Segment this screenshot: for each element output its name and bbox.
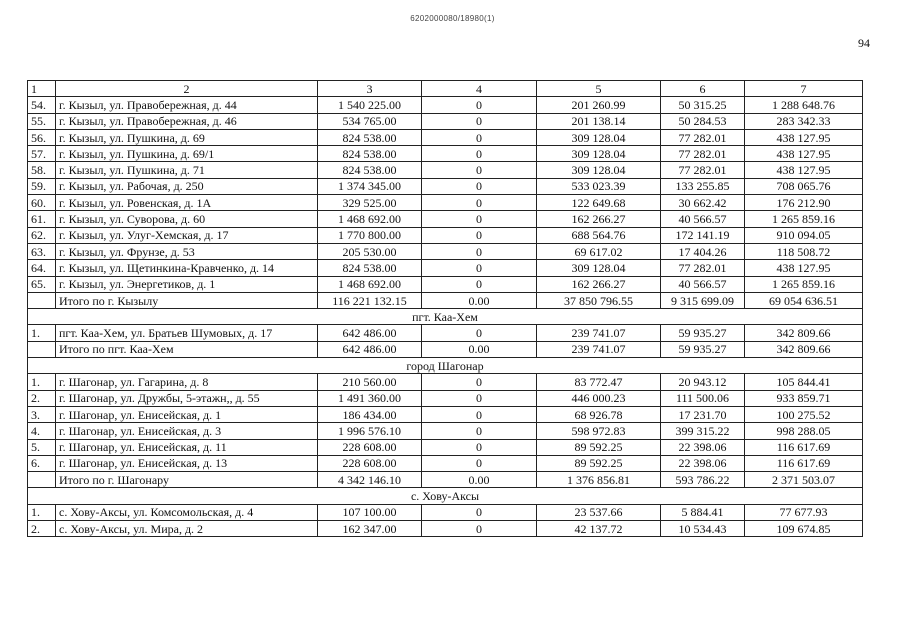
value-col7: 77 677.93 bbox=[745, 504, 863, 520]
value-col5: 201 138.14 bbox=[537, 113, 661, 129]
header-row bbox=[28, 81, 863, 97]
row-number: 2. bbox=[28, 521, 56, 537]
value-col6: 399 315.22 bbox=[661, 423, 745, 439]
section-header-row bbox=[28, 358, 863, 374]
table-row bbox=[28, 406, 863, 422]
section-header-row bbox=[28, 488, 863, 504]
value-col3: 1 996 576.10 bbox=[318, 423, 422, 439]
value-col6: 59 935.27 bbox=[661, 325, 745, 341]
table-row bbox=[28, 374, 863, 390]
value-col6: 59 935.27 bbox=[661, 341, 745, 357]
value-col3: 824 538.00 bbox=[318, 146, 422, 162]
value-col3: 534 765.00 bbox=[318, 113, 422, 129]
value-col7: 342 809.66 bbox=[745, 325, 863, 341]
value-col3: 228 608.00 bbox=[318, 439, 422, 455]
value-col7: 342 809.66 bbox=[745, 341, 863, 357]
value-col3: 107 100.00 bbox=[318, 504, 422, 520]
row-number bbox=[28, 472, 56, 488]
address-cell: г. Кызыл, ул. Пушкина, д. 69/1 bbox=[56, 146, 318, 162]
header-cell: 4 bbox=[422, 81, 537, 97]
value-col7: 2 371 503.07 bbox=[745, 472, 863, 488]
value-col4: 0 bbox=[422, 243, 537, 259]
value-col6: 20 943.12 bbox=[661, 374, 745, 390]
table-row bbox=[28, 260, 863, 276]
table-body bbox=[28, 97, 863, 537]
value-col3: 186 434.00 bbox=[318, 406, 422, 422]
value-col4: 0 bbox=[422, 227, 537, 243]
table-row bbox=[28, 390, 863, 406]
value-col4: 0 bbox=[422, 113, 537, 129]
address-cell: г. Кызыл, ул. Ровенская, д. 1А bbox=[56, 195, 318, 211]
value-col6: 50 284.53 bbox=[661, 113, 745, 129]
value-col4: 0 bbox=[422, 195, 537, 211]
value-col7: 105 844.41 bbox=[745, 374, 863, 390]
value-col6: 133 255.85 bbox=[661, 178, 745, 194]
value-col5: 37 850 796.55 bbox=[537, 292, 661, 308]
address-cell: г. Кызыл, ул. Правобережная, д. 46 bbox=[56, 113, 318, 129]
table-row bbox=[28, 455, 863, 471]
address-cell: с. Хову-Аксы, ул. Мира, д. 2 bbox=[56, 521, 318, 537]
value-col6: 5 884.41 bbox=[661, 504, 745, 520]
value-col4: 0 bbox=[422, 211, 537, 227]
value-col5: 309 128.04 bbox=[537, 146, 661, 162]
row-number: 4. bbox=[28, 423, 56, 439]
address-cell: г. Кызыл, ул. Энергетиков, д. 1 bbox=[56, 276, 318, 292]
header-cell: 1 bbox=[28, 81, 56, 97]
value-col4: 0 bbox=[422, 97, 537, 113]
value-col5: 162 266.27 bbox=[537, 211, 661, 227]
table-row bbox=[28, 97, 863, 113]
address-cell: г. Шагонар, ул. Енисейская, д. 3 bbox=[56, 423, 318, 439]
value-col7: 116 617.69 bbox=[745, 439, 863, 455]
value-col5: 201 260.99 bbox=[537, 97, 661, 113]
value-col7: 176 212.90 bbox=[745, 195, 863, 211]
value-col6: 40 566.57 bbox=[661, 276, 745, 292]
value-col5: 239 741.07 bbox=[537, 325, 661, 341]
table-row bbox=[28, 146, 863, 162]
value-col6: 77 282.01 bbox=[661, 129, 745, 145]
value-col4: 0 bbox=[422, 504, 537, 520]
section-title: пгт. Каа-Хем bbox=[28, 309, 863, 325]
value-col5: 309 128.04 bbox=[537, 162, 661, 178]
value-col5: 309 128.04 bbox=[537, 260, 661, 276]
value-col7: 438 127.95 bbox=[745, 129, 863, 145]
value-col7: 116 617.69 bbox=[745, 455, 863, 471]
value-col3: 642 486.00 bbox=[318, 341, 422, 357]
value-col6: 17 404.26 bbox=[661, 243, 745, 259]
value-col6: 77 282.01 bbox=[661, 260, 745, 276]
value-col6: 17 231.70 bbox=[661, 406, 745, 422]
value-col3: 228 608.00 bbox=[318, 455, 422, 471]
address-cell: г. Кызыл, ул. Фрунзе, д. 53 bbox=[56, 243, 318, 259]
value-col3: 210 560.00 bbox=[318, 374, 422, 390]
header-cell: 7 bbox=[745, 81, 863, 97]
value-col3: 116 221 132.15 bbox=[318, 292, 422, 308]
value-col5: 68 926.78 bbox=[537, 406, 661, 422]
value-col6: 22 398.06 bbox=[661, 455, 745, 471]
value-col5: 533 023.39 bbox=[537, 178, 661, 194]
address-cell: г. Шагонар, ул. Енисейская, д. 1 bbox=[56, 406, 318, 422]
value-col3: 1 468 692.00 bbox=[318, 276, 422, 292]
table-row bbox=[28, 325, 863, 341]
value-col7: 708 065.76 bbox=[745, 178, 863, 194]
value-col6: 10 534.43 bbox=[661, 521, 745, 537]
value-col5: 239 741.07 bbox=[537, 341, 661, 357]
value-col7: 100 275.52 bbox=[745, 406, 863, 422]
value-col7: 1 265 859.16 bbox=[745, 276, 863, 292]
value-col7: 910 094.05 bbox=[745, 227, 863, 243]
value-col4: 0.00 bbox=[422, 472, 537, 488]
row-number: 1. bbox=[28, 325, 56, 341]
row-number: 5. bbox=[28, 439, 56, 455]
value-col4: 0 bbox=[422, 325, 537, 341]
value-col7: 998 288.05 bbox=[745, 423, 863, 439]
row-number: 64. bbox=[28, 260, 56, 276]
value-col6: 40 566.57 bbox=[661, 211, 745, 227]
value-col6: 77 282.01 bbox=[661, 146, 745, 162]
value-col3: 824 538.00 bbox=[318, 162, 422, 178]
header-cell: 2 bbox=[56, 81, 318, 97]
value-col6: 9 315 699.09 bbox=[661, 292, 745, 308]
row-number: 65. bbox=[28, 276, 56, 292]
value-col4: 0 bbox=[422, 521, 537, 537]
value-col5: 89 592.25 bbox=[537, 455, 661, 471]
value-col7: 283 342.33 bbox=[745, 113, 863, 129]
table-row bbox=[28, 276, 863, 292]
address-cell: г. Шагонар, ул. Енисейская, д. 13 bbox=[56, 455, 318, 471]
value-col4: 0 bbox=[422, 162, 537, 178]
value-col7: 438 127.95 bbox=[745, 162, 863, 178]
section-header-row bbox=[28, 309, 863, 325]
table-row bbox=[28, 195, 863, 211]
value-col7: 118 508.72 bbox=[745, 243, 863, 259]
table-row bbox=[28, 178, 863, 194]
value-col4: 0 bbox=[422, 439, 537, 455]
value-col4: 0 bbox=[422, 374, 537, 390]
address-cell: Итого по г. Кызылу bbox=[56, 292, 318, 308]
value-col5: 23 537.66 bbox=[537, 504, 661, 520]
address-cell: г. Кызыл, ул. Пушкина, д. 71 bbox=[56, 162, 318, 178]
value-col4: 0.00 bbox=[422, 292, 537, 308]
value-col7: 69 054 636.51 bbox=[745, 292, 863, 308]
address-cell: г. Шагонар, ул. Гагарина, д. 8 bbox=[56, 374, 318, 390]
table-row bbox=[28, 521, 863, 537]
table-row bbox=[28, 423, 863, 439]
address-cell: г. Шагонар, ул. Дружбы, 5-этажн,, д. 55 bbox=[56, 390, 318, 406]
table-row bbox=[28, 243, 863, 259]
value-col6: 50 315.25 bbox=[661, 97, 745, 113]
address-cell: г. Кызыл, ул. Правобережная, д. 44 bbox=[56, 97, 318, 113]
section-title: с. Хову-Аксы bbox=[28, 488, 863, 504]
value-col7: 933 859.71 bbox=[745, 390, 863, 406]
value-col4: 0 bbox=[422, 178, 537, 194]
table-row bbox=[28, 129, 863, 145]
value-col7: 1 288 648.76 bbox=[745, 97, 863, 113]
address-cell: с. Хову-Аксы, ул. Комсомольская, д. 4 bbox=[56, 504, 318, 520]
page-number: 94 bbox=[858, 36, 870, 50]
address-cell: Итого по г. Шагонару bbox=[56, 472, 318, 488]
value-col3: 1 468 692.00 bbox=[318, 211, 422, 227]
row-number: 1. bbox=[28, 504, 56, 520]
address-cell: г. Кызыл, ул. Улуг-Хемская, д. 17 bbox=[56, 227, 318, 243]
row-number: 57. bbox=[28, 146, 56, 162]
row-number: 60. bbox=[28, 195, 56, 211]
table-row bbox=[28, 162, 863, 178]
row-number: 1. bbox=[28, 374, 56, 390]
value-col5: 69 617.02 bbox=[537, 243, 661, 259]
address-cell: г. Кызыл, ул. Щетинкина-Кравченко, д. 14 bbox=[56, 260, 318, 276]
row-number bbox=[28, 292, 56, 308]
value-col5: 42 137.72 bbox=[537, 521, 661, 537]
value-col3: 1 770 800.00 bbox=[318, 227, 422, 243]
value-col3: 642 486.00 bbox=[318, 325, 422, 341]
table-row bbox=[28, 211, 863, 227]
value-col5: 446 000.23 bbox=[537, 390, 661, 406]
row-number: 54. bbox=[28, 97, 56, 113]
row-number: 59. bbox=[28, 178, 56, 194]
row-number: 58. bbox=[28, 162, 56, 178]
header-cell: 5 bbox=[537, 81, 661, 97]
header-cell: 3 bbox=[318, 81, 422, 97]
row-number: 3. bbox=[28, 406, 56, 422]
row-number: 61. bbox=[28, 211, 56, 227]
address-cell: г. Кызыл, ул. Рабочая, д. 250 bbox=[56, 178, 318, 194]
document-id: 6202000080/18980(1) bbox=[410, 14, 495, 23]
value-col4: 0 bbox=[422, 455, 537, 471]
value-col4: 0 bbox=[422, 406, 537, 422]
value-col3: 162 347.00 bbox=[318, 521, 422, 537]
value-col7: 109 674.85 bbox=[745, 521, 863, 537]
value-col5: 122 649.68 bbox=[537, 195, 661, 211]
row-number bbox=[28, 341, 56, 357]
value-col3: 1 491 360.00 bbox=[318, 390, 422, 406]
header-cell: 6 bbox=[661, 81, 745, 97]
value-col4: 0 bbox=[422, 129, 537, 145]
address-cell: г. Кызыл, ул. Суворова, д. 60 bbox=[56, 211, 318, 227]
section-title: город Шагонар bbox=[28, 358, 863, 374]
value-col5: 162 266.27 bbox=[537, 276, 661, 292]
value-col6: 593 786.22 bbox=[661, 472, 745, 488]
value-col5: 89 592.25 bbox=[537, 439, 661, 455]
address-cell: г. Кызыл, ул. Пушкина, д. 69 bbox=[56, 129, 318, 145]
value-col6: 22 398.06 bbox=[661, 439, 745, 455]
table-row bbox=[28, 113, 863, 129]
value-col4: 0 bbox=[422, 276, 537, 292]
value-col5: 1 376 856.81 bbox=[537, 472, 661, 488]
register-table bbox=[27, 80, 863, 537]
address-cell: пгт. Каа-Хем, ул. Братьев Шумовых, д. 17 bbox=[56, 325, 318, 341]
value-col3: 329 525.00 bbox=[318, 195, 422, 211]
row-number: 63. bbox=[28, 243, 56, 259]
value-col3: 824 538.00 bbox=[318, 260, 422, 276]
value-col6: 30 662.42 bbox=[661, 195, 745, 211]
value-col6: 111 500.06 bbox=[661, 390, 745, 406]
value-col4: 0.00 bbox=[422, 341, 537, 357]
value-col3: 1 374 345.00 bbox=[318, 178, 422, 194]
row-number: 6. bbox=[28, 455, 56, 471]
value-col5: 598 972.83 bbox=[537, 423, 661, 439]
address-cell: г. Шагонар, ул. Енисейская, д. 11 bbox=[56, 439, 318, 455]
total-row bbox=[28, 292, 863, 308]
value-col7: 1 265 859.16 bbox=[745, 211, 863, 227]
table-row bbox=[28, 227, 863, 243]
value-col5: 83 772.47 bbox=[537, 374, 661, 390]
value-col7: 438 127.95 bbox=[745, 146, 863, 162]
table-row bbox=[28, 504, 863, 520]
value-col7: 438 127.95 bbox=[745, 260, 863, 276]
value-col5: 688 564.76 bbox=[537, 227, 661, 243]
row-number: 62. bbox=[28, 227, 56, 243]
value-col3: 824 538.00 bbox=[318, 129, 422, 145]
value-col3: 4 342 146.10 bbox=[318, 472, 422, 488]
value-col6: 77 282.01 bbox=[661, 162, 745, 178]
row-number: 2. bbox=[28, 390, 56, 406]
total-row bbox=[28, 472, 863, 488]
value-col5: 309 128.04 bbox=[537, 129, 661, 145]
value-col3: 205 530.00 bbox=[318, 243, 422, 259]
address-cell: Итого по пгт. Каа-Хем bbox=[56, 341, 318, 357]
value-col4: 0 bbox=[422, 260, 537, 276]
value-col3: 1 540 225.00 bbox=[318, 97, 422, 113]
value-col6: 172 141.19 bbox=[661, 227, 745, 243]
total-row bbox=[28, 341, 863, 357]
value-col4: 0 bbox=[422, 423, 537, 439]
value-col4: 0 bbox=[422, 146, 537, 162]
row-number: 55. bbox=[28, 113, 56, 129]
value-col4: 0 bbox=[422, 390, 537, 406]
table-row bbox=[28, 439, 863, 455]
row-number: 56. bbox=[28, 129, 56, 145]
